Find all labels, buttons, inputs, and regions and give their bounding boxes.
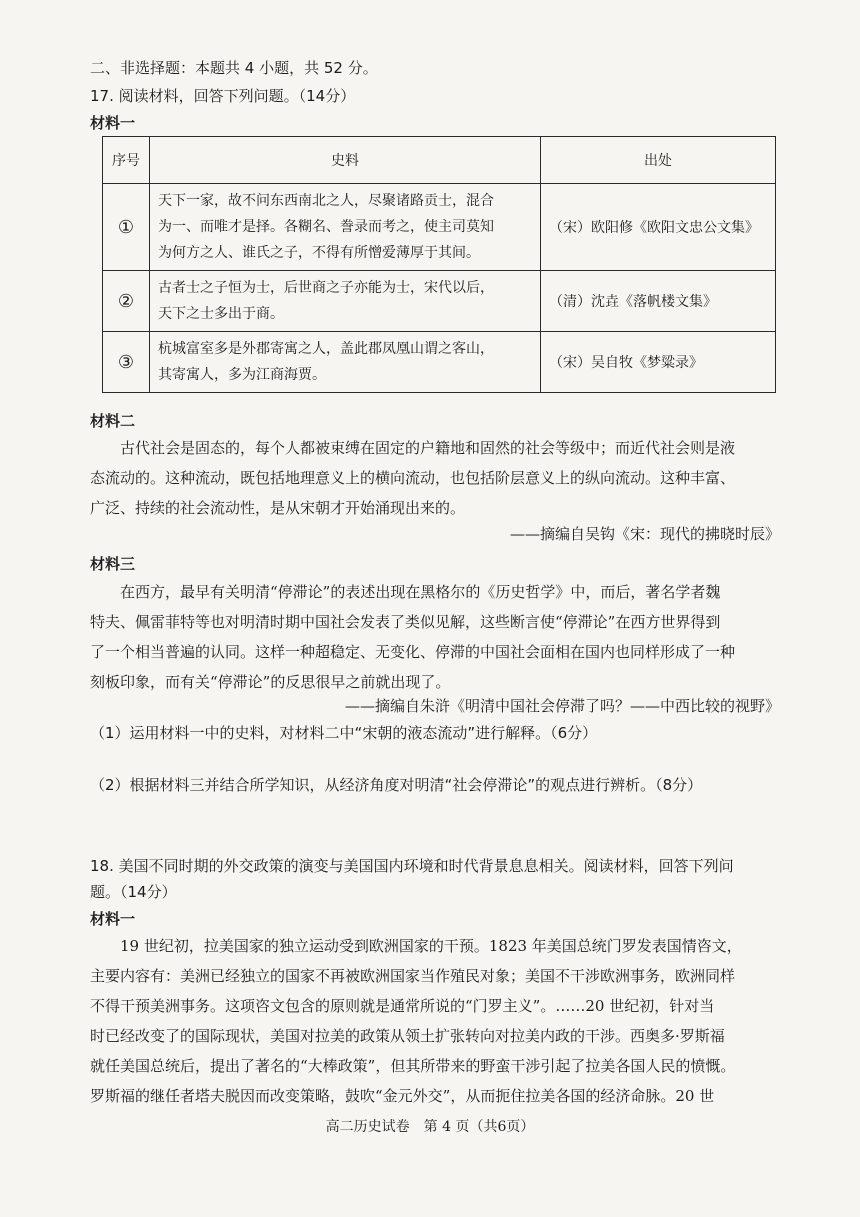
paragraph-line: 19 世纪初，拉美国家的独立运动受到欧洲国家的干预。1823 年美国总统门罗发表国情咨文， bbox=[120, 937, 742, 955]
question-18-stem-line-2: 题。（14分） bbox=[90, 883, 177, 901]
material-line: 古者士之子恒为士，后世商之子亦能为士，宋代以后， bbox=[158, 280, 494, 296]
paragraph-line: 主要内容有：美洲已经独立的国家不再被欧洲国家当作殖民对象；美国不干涉欧洲事务，欧洲同样 bbox=[90, 967, 736, 985]
row-number: ② bbox=[103, 271, 150, 332]
row-source: （宋）吴自牧《梦粱录》 bbox=[541, 332, 776, 393]
q17-material-3-label: 材料三 bbox=[90, 555, 136, 573]
table-row bbox=[103, 271, 776, 332]
material-line: 为一、而唯才是择。各糊名、誊录而考之，使主司莫知 bbox=[158, 219, 494, 235]
paragraph-line: 就任美国总统后，提出了著名的“大棒政策”，但其所带来的野蛮干涉引起了拉美各国人民的愤慨。 bbox=[90, 1057, 736, 1075]
question-18-stem-line-1: 18. 美国不同时期的外交政策的演变与美国国内环境和时代背景息息相关。阅读材料，回答下列问 bbox=[90, 857, 734, 875]
row-material bbox=[150, 184, 541, 271]
header-number: 序号 bbox=[103, 137, 150, 184]
page-footer: 高二历史试卷 第 4 页（共6页） bbox=[325, 1119, 535, 1135]
row-source: （宋）欧阳修《欧阳文忠公文集》 bbox=[541, 184, 776, 271]
paragraph-line: 广泛、持续的社会流动性，是从宋朝才开始涌现出来的。 bbox=[90, 499, 466, 517]
material-line: 为何方之人、谁氏之子，不得有所憎爱薄厚于其间。 bbox=[158, 245, 480, 261]
material-line: 天下一家，故不问东西南北之人，尽聚诸路贡士，混合 bbox=[158, 193, 494, 209]
material-line: 其寄寓人，多为江商海贾。 bbox=[158, 367, 326, 383]
paragraph-line: 了一个相当普遍的认同。这样一种超稳定、无变化、停滞的中国社会面相在国内也同样形成了一种 bbox=[90, 643, 736, 661]
table-row bbox=[103, 332, 776, 393]
row-number: ③ bbox=[103, 332, 150, 393]
q17-subquestion-2: （2）根据材料三并结合所学知识，从经济角度对明清“社会停滞论”的观点进行辨析。（8分） bbox=[90, 776, 703, 794]
paragraph-line: 古代社会是固态的，每个人都被束缚在固定的户籍地和固然的社会等级中；而近代社会则是液 bbox=[120, 439, 736, 457]
paragraph-line: 态流动的。这种流动，既包括地理意义上的横向流动，也包括阶层意义上的纵向流动。这种丰富、 bbox=[90, 469, 736, 487]
row-number: ① bbox=[103, 184, 150, 271]
material-line: 杭城富室多是外郡寄寓之人，盖此郡凤凰山谓之客山， bbox=[158, 341, 494, 357]
paragraph-line: 不得干预美洲事务。这项咨文包含的原则就是通常所说的“门罗主义”。……20 世纪初，针对当 bbox=[90, 997, 715, 1015]
table-row bbox=[103, 184, 776, 271]
paragraph-line: 特夫、佩雷菲特等也对明清时期中国社会发表了类似见解，这些断言使“停滞论”在西方世界得到 bbox=[90, 613, 721, 631]
q17-material-2-text bbox=[90, 433, 780, 523]
question-17-stem: 17. 阅读材料，回答下列问题。（14分） bbox=[90, 87, 356, 105]
historical-sources-table bbox=[102, 136, 776, 393]
q17-material-2-citation: ——摘编自吴钩《宋：现代的拂晓时辰》 bbox=[509, 525, 780, 543]
q18-material-1-text bbox=[90, 931, 780, 1111]
section-heading: 二、非选择题：本题共 4 小题，共 52 分。 bbox=[90, 59, 378, 77]
q17-material-1-label: 材料一 bbox=[90, 114, 136, 132]
row-material bbox=[150, 332, 541, 393]
header-historical-material: 史料 bbox=[150, 137, 541, 184]
header-source: 出处 bbox=[541, 137, 776, 184]
q17-material-3-text bbox=[90, 577, 780, 697]
row-source: （清）沈垚《落帆楼文集》 bbox=[541, 271, 776, 332]
material-line: 天下之士多出于商。 bbox=[158, 306, 284, 322]
paragraph-line: 时已经改变了的国际现状，美国对拉美的政策从领土扩张转向对拉美内政的干涉。西奥多·罗斯福 bbox=[90, 1027, 725, 1045]
q17-material-2-label: 材料二 bbox=[90, 412, 136, 430]
paragraph-line: 在西方，最早有关明清“停滞论”的表述出现在黑格尔的《历史哲学》中，而后，著名学者魏 bbox=[120, 583, 721, 601]
paragraph-line: 罗斯福的继任者塔夫脱因而改变策略，鼓吹“金元外交”，从而扼住拉美各国的经济命脉。20 世 bbox=[90, 1087, 715, 1105]
table-header-row bbox=[103, 137, 776, 184]
q17-subquestion-1: （1）运用材料一中的史料，对材料二中“宋朝的液态流动”进行解释。（6分） bbox=[90, 724, 598, 742]
paragraph-line: 刻板印象，而有关“停滞论”的反思很早之前就出现了。 bbox=[90, 673, 451, 691]
row-material bbox=[150, 271, 541, 332]
q18-material-1-label: 材料一 bbox=[90, 910, 136, 928]
q17-material-3-citation: ——摘编自朱浒《明清中国社会停滞了吗？——中西比较的视野》 bbox=[344, 697, 780, 715]
